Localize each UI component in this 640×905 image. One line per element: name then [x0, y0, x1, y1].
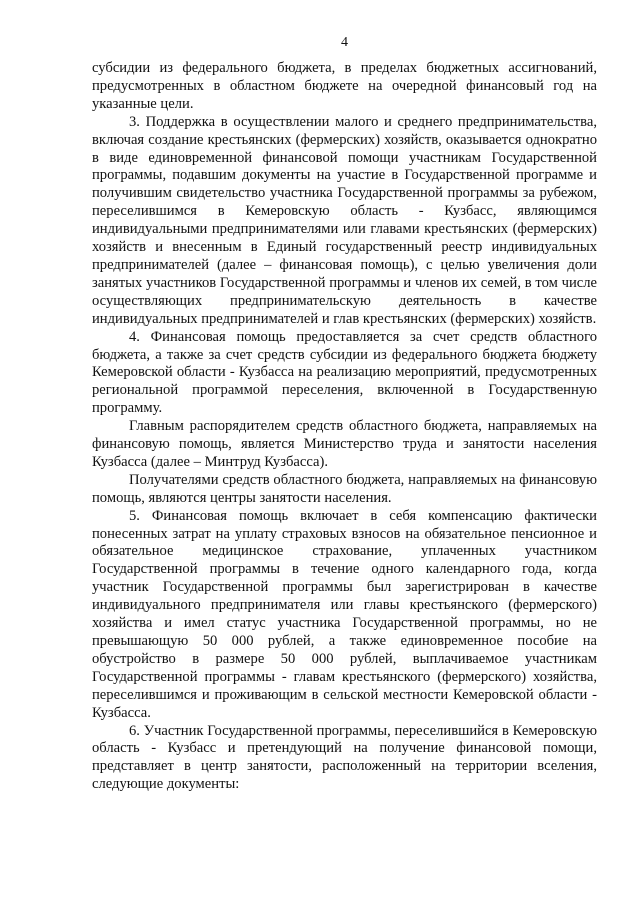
- paragraph-item-5: 5. Финансовая помощь включает в себя компенсацию фактически понесенных затрат на уплату страховых взносов на обязательное пенсионное и обязательное медицинское страхование, уплаченных участником Государственной программы в течение одного календарного года, когда участник Государственной программы был зарегистрирован в качестве индивидуального предпринимателя или главы крестьянского (фермерского) хозяйства и имел статус участника Государственной программы, но не превышающую 50 000 рублей, а также единовременное пособие на обустройство в размере 50 000 рублей, выплачиваемое участникам Государственной программы - главам крестьянского (фермерского) хозяйства, переселившимся и проживающим в сельской местности Кемеровской области - Кузбасса.: [92, 507, 597, 721]
- paragraph-item-3: 3. Поддержка в осуществлении малого и среднего предпринимательства, включая создание крестьянских (фермерских) хозяйств, оказывается однократно в виде единовременной финансовой помощи участникам Государственной программы, подавшим документы на участие в Государственной программе и получившим свидетельство участника Государственной программы за рубежом, переселившимся в Кемеровскую область - Кузбасс, являющимся индивидуальными предпринимателями или главами крестьянских (фермерских) хозяйств и внесенным в Единый государственный реестр индивидуальных предпринимателей (далее – финансовая помощь), с целью увеличения доли занятых участников Государственной программы и членов их семей, в том числе осуществляющих предпринимательскую деятельность в качестве индивидуальных предпринимателей и глав крестьянских (фермерских) хозяйств.: [92, 113, 597, 327]
- paragraph-chief-administrator: Главным распорядителем средств областного бюджета, направляемых на финансовую помощь, является Министерство труда и занятости населения Кузбасса (далее – Минтруд Кузбасса).: [92, 418, 597, 470]
- paragraph-item-4: 4. Финансовая помощь предоставляется за счет средств областного бюджета, а также за счет средств субсидии из федерального бюджета бюджету Кемеровской области - Кузбасса на реализацию мероприятий, предусмотренных региональной программой переселения, включенной в Государственную программу.: [92, 328, 597, 417]
- paragraph-item-6: 6. Участник Государственной программы, переселившийся в Кемеровскую область - Кузбасс и претендующий на получение финансовой помощи, представляет в центр занятости, расположенный на территории вселения, следующие документы:: [92, 722, 597, 793]
- document-page: [92, 34, 597, 794]
- paragraph-recipients: Получателями средств областного бюджета, направляемых на финансовую помощь, являются центры занятости населения.: [92, 471, 597, 506]
- paragraph-continuation: субсидии из федерального бюджета, в пределах бюджетных ассигнований, предусмотренных в областном бюджете на очередной финансовый год на указанные цели.: [92, 60, 597, 112]
- page-number: 4: [341, 35, 348, 50]
